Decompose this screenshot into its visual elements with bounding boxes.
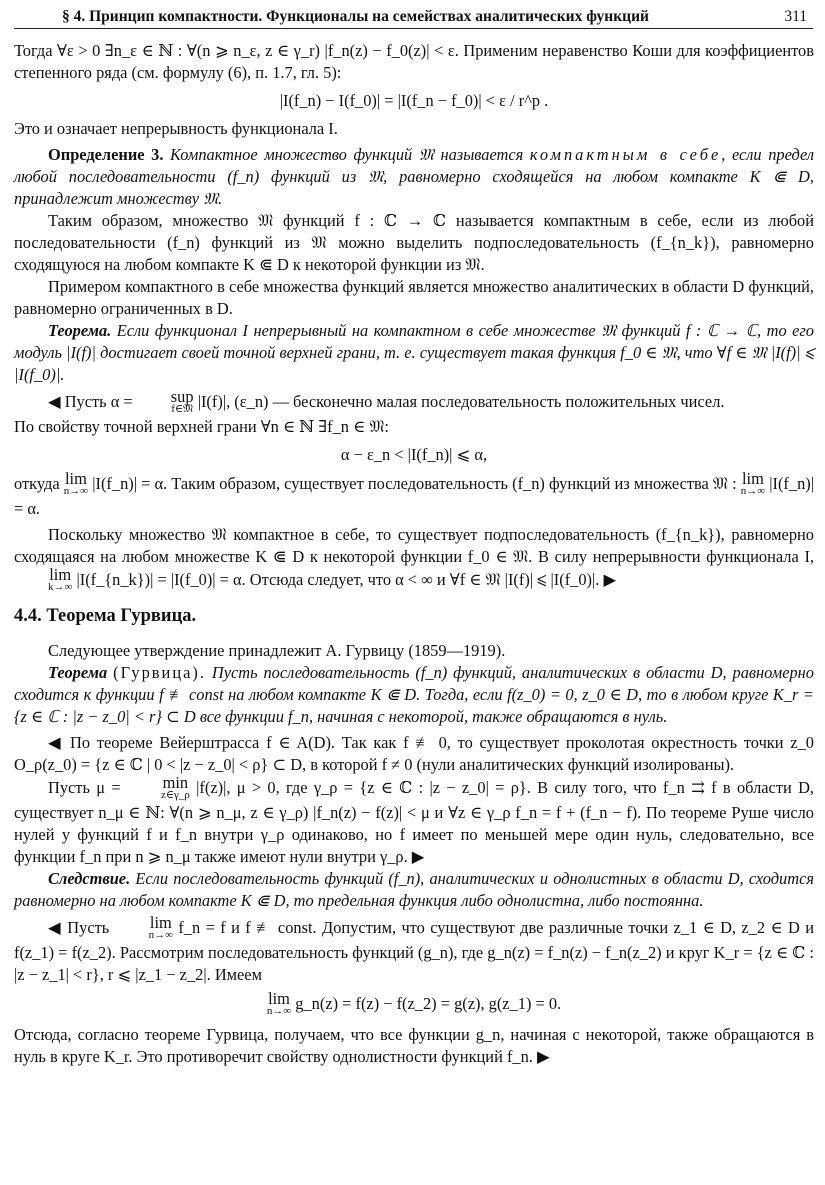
paragraph: ◀ По теореме Вейерштрасса f ∈ A(D). Так как f ≢ 0, то существует проколотая окрестность точки z_0 O_ρ(z_0) = {z ∈ ℂ | 0 < |z − z_0| < ρ} ⊂ D, в которой f ≠ 0 (нули аналитических функций изолированы). <box>14 733 814 774</box>
theorem-hurwitz <box>14 662 814 728</box>
operator-name: lim <box>268 989 290 1008</box>
formula-text: g_n(z) = f(z) − f(z_2) = g(z), g(z_1) = 0. <box>295 993 562 1013</box>
paragraph-subsequence <box>14 524 814 594</box>
operator-subscript: n→∞ <box>740 485 766 497</box>
operator-subscript: n→∞ <box>266 1005 292 1017</box>
definition-3 <box>14 144 814 210</box>
paragraph-univalence <box>14 913 815 986</box>
corollary-text: Если последовательность функций (f_n), аналитических и однолистных в области D, сходится равномерно на любом компакте K ⋐ D, то предельная функция либо однолистна, либо постоянна. <box>14 869 814 910</box>
proof-text: |I(f)|, (ε_n) — бесконечно малая последовательность положительных чисел. <box>197 391 725 411</box>
running-header <box>14 6 813 29</box>
corollary-label: Следствие. <box>48 869 131 888</box>
proof-text: откуда <box>14 473 60 493</box>
paragraph: Это и означает непрерывность функционала I. <box>14 119 338 138</box>
lim-operator <box>63 469 89 498</box>
theorem-name: (Гурвица). <box>113 663 206 682</box>
operator-name: lim <box>65 469 87 488</box>
proof-text: ◀ Пусть <box>48 917 110 937</box>
paragraph-rouche <box>14 773 815 868</box>
proof-text: |f(z)|, μ > 0, где γ_ρ = {z ∈ ℂ : |z − z_0| = ρ}. В силу того, что f_n ⇉ f в области D, существует n_μ ∈ ℕ: ∀(n ⩾ n_μ, z ∈ γ_ρ) |f_n(z) − f(z)| < μ и ∀z ∈ γ_ρ f_n = f + (f_n − f). По теореме Руше число нулей у функций f и f_n внутри γ_ρ одинаково, но f имеет по меньшей мере один нуль, следовательно, все функции f_n при n ⩾ n_μ также имеют нули внутри γ_ρ. ▶ <box>14 777 815 866</box>
theorem-1 <box>14 320 814 386</box>
theorem-label: Теорема <box>48 663 108 682</box>
paragraph: По свойству точной верхней грани ∀n ∈ ℕ ∃f_n ∈ 𝔐: <box>14 417 389 436</box>
proof-text: ◀ Пусть α = <box>48 391 133 411</box>
header-title: § 4. Принцип компактности. Функционалы на семействах аналитических функций <box>62 8 649 25</box>
definition-label: Определение 3. <box>48 145 164 164</box>
formula-gn-limit <box>14 986 814 1024</box>
section-heading: 4.4. Теорема Гурвица. <box>14 606 197 626</box>
proof-text: |I(f_{n_k})| = |I(f_0)| = α. Отсюда следует, что α < ∞ и ∀f ∈ 𝔐 |I(f)| ⩽ |I(f_0)|. ▶ <box>76 569 617 589</box>
theorem-text: Пусть последовательность (f_n) функций, аналитических в области D, равномерно сходится к функции f ≢ const на любом компакте K ⋐ D. Тогда, если f(z_0) = 0, z_0 ∈ D, то в любом круге K_r = {z ∈ ℂ : |z − z_0| < r} ⊂ D все функции f_n, начиная с некоторой, также обращаются в нуль. <box>14 663 814 726</box>
operator-name: sup <box>170 387 194 406</box>
operator-name: lim <box>742 469 764 488</box>
operator-subscript: n→∞ <box>148 929 173 941</box>
proof-text: Пусть μ = <box>48 777 121 797</box>
paragraph: Таким образом, множество 𝔐 функций f : ℂ → ℂ называется компактным в себе, если из любой последовательности (f_n) функций из 𝔐 можно выделить подпоследовательность (f_{n_k}), равномерно сходящуюся на любом компакте K ⋐ D к некоторой функции из 𝔐. <box>14 211 814 274</box>
paragraph: Следующее утверждение принадлежит А. Гурвицу (1859—1919). <box>48 641 506 660</box>
operator-name: lim <box>49 565 72 584</box>
lim-operator <box>740 469 766 498</box>
operator-subscript: k→∞ <box>48 581 73 593</box>
definition-text: Компактное множество функций 𝔐 называется <box>170 145 524 164</box>
lim-operator <box>266 989 292 1018</box>
theorem-text: Если функционал I непрерывный на компактном в себе множестве 𝔐 функций f : ℂ → ℂ, то его модуль |I(f)| достигает своей точной верхней грани, т. е. существует такая функция f_0 ∈ 𝔐, что ∀f ∈ 𝔐 |I(f)| ⩽ |I(f_0)|. <box>14 321 814 384</box>
sup-operator <box>137 387 194 416</box>
proof-text: |I(f_n)| = α. <box>14 473 815 518</box>
operator-subscript: f∈𝔐 <box>171 403 194 415</box>
lim-operator <box>14 565 73 594</box>
proof-start <box>14 387 814 416</box>
operator-name: min <box>162 773 189 792</box>
paragraph: Тогда ∀ε > 0 ∃n_ε ∈ ℕ : ∀(n ⩾ n_ε, z ∈ γ_r) |f_n(z) − f_0(z)| < ε. Применим неравенство Коши для коэффициентов степенного ряда (см. формулу (6), п. 1.7, гл. 5): <box>14 41 814 82</box>
definition-text: , если предел любой последовательности (f_n) функций из 𝔐, равномерно сходящейся на любом компакте K ⋐ D, принадлежит множеству 𝔐. <box>14 145 814 208</box>
proof-text: |I(f_n)| = α. Таким образом, существует последовательность (f_n) функций из множества 𝔐 : <box>92 473 737 493</box>
paragraph-limit <box>14 469 815 520</box>
paragraph: Примером компактного в себе множества функций является множество аналитических в области D функций, равномерно ограниченных в D. <box>14 277 814 318</box>
operator-name: lim <box>149 913 172 932</box>
paragraph: Отсюда, согласно теореме Гурвица, получаем, что все функции g_n, начиная с некоторой, также обращаются в нуль в круге K_r. Это противоречит свойству однолистности функций f_n. ▶ <box>14 1025 814 1066</box>
corollary <box>14 868 814 912</box>
page-body <box>14 40 814 1068</box>
lim-operator <box>115 913 173 942</box>
proof-text: f_n = f и f ≢ const. Допустим, что существуют две различные точки z_1 ∈ D, z_2 ∈ D и f(z_1) = f(z_2). Рассмотрим последовательность функций (g_n), где g_n(z) = f_n(z) − f_n(z_2) и круг K_r = {z ∈ ℂ : |z − z_1| < r}, r ⩽ |z_1 − z_2|. Имеем <box>14 917 815 984</box>
formula-cauchy: |I(f_n) − I(f_0)| = |I(f_n − f_0)| < ε / r^p . <box>279 91 549 110</box>
definition-term: компактным в себе <box>529 145 722 164</box>
proof-text: Поскольку множество 𝔐 компактное в себе, то существует подпоследовательность (f_{n_k}), равномерно сходящаяся на любом множестве K ⋐ D к некоторой функции f_0 ∈ 𝔐. В силу непрерывности функционала I, <box>14 525 814 566</box>
operator-subscript: z∈γ_ρ <box>160 789 190 801</box>
page-number: 311 <box>784 8 807 25</box>
operator-subscript: n→∞ <box>63 485 89 497</box>
theorem-label: Теорема. <box>48 321 112 340</box>
formula-sup-bound: α − ε_n < |I(f_n)| ⩽ α, <box>340 445 488 464</box>
min-operator <box>127 773 190 802</box>
